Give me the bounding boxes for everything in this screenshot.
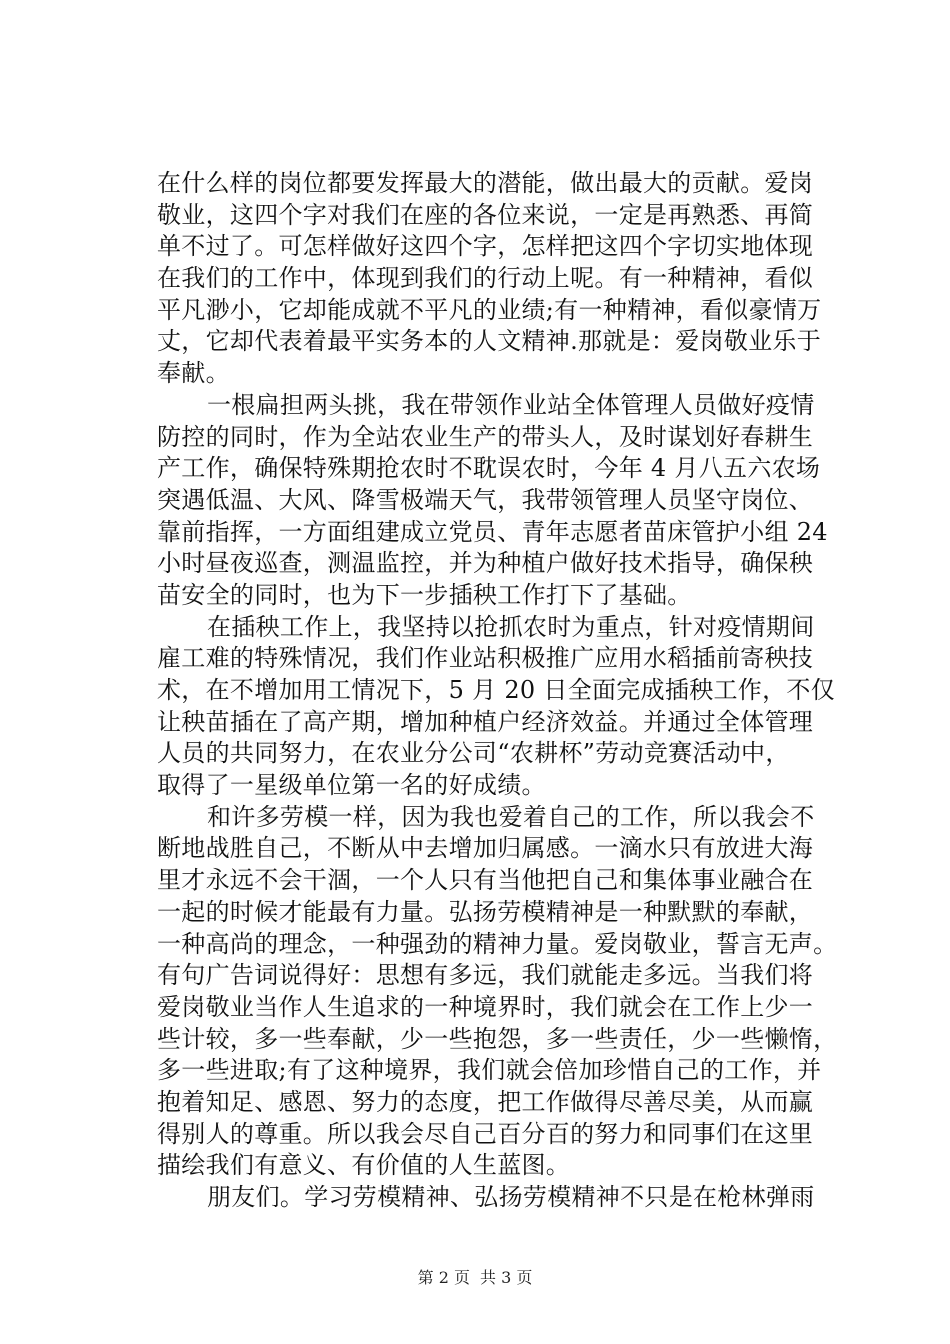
text-line: 雇工难的特殊情况，我们作业站积极推广应用水稻插前寄秧技 — [157, 644, 814, 673]
text-line: 平凡渺小，它却能成就不平凡的业绩;有一种精神，看似豪情万 — [157, 295, 822, 324]
text-line: 多一些进取;有了这种境界，我们就会倍加珍惜自己的工作，并 — [157, 1056, 822, 1085]
text-line: 有句广告词说得好：思想有多远，我们就能走多远。当我们将 — [157, 961, 814, 990]
text-line: 取得了一星级单位第一名的好成绩。 — [157, 771, 546, 800]
text-line: 抱着知足、感恩、努力的态度，把工作做得尽善尽美，从而赢 — [157, 1087, 814, 1116]
text-line: 丈，它却代表着最平实务本的人文精神.那就是：爱岗敬业乐于 — [157, 327, 822, 356]
text-line: 在什么样的岗位都要发挥最大的潜能，做出最大的贡献。爱岗 — [157, 169, 814, 197]
text-line: 靠前指挥，一方面组建成立党员、青年志愿者苗床管护小组 24 — [157, 517, 828, 546]
text-line: 苗安全的同时，也为下一步插秧工作打下了基础。 — [157, 580, 692, 609]
paragraph-5 — [157, 1182, 857, 1214]
text-line: 一根扁担两头挑，我在带领作业站全体管理人员做好疫情 — [207, 390, 815, 419]
text-line: 朋友们。学习劳模精神、弘扬劳模精神不只是在枪林弹雨 — [207, 1183, 815, 1211]
page-number: 第 2 页 — [417, 1268, 470, 1287]
text-line: 在我们的工作中，体现到我们的行动上呢。有一种精神，看似 — [157, 264, 814, 293]
text-line: 突遇低温、大风、降雪极端天气，我带领管理人员坚守岗位、 — [157, 485, 814, 514]
paragraph-1 — [157, 168, 857, 390]
paragraph-2 — [157, 390, 857, 612]
total-pages: 共 3 页 — [480, 1268, 533, 1287]
text-line: 得别人的尊重。所以我会尽自己百分百的努力和同事们在这里 — [157, 1119, 814, 1148]
paragraph-4 — [157, 802, 857, 1182]
text-line: 小时昼夜巡查，测温监控，并为种植户做好技术指导，确保秧 — [157, 549, 814, 578]
text-line: 在插秧工作上，我坚持以抢抓农时为重点，针对疫情期间 — [207, 612, 815, 641]
document-body — [157, 168, 857, 1214]
text-line: 防控的同时，作为全站农业生产的带头人，及时谋划好春耕生 — [157, 422, 814, 451]
text-line: 产工作，确保特殊期抢农时不耽误农时，今年 4 月八五六农场 — [157, 454, 821, 483]
paragraph-3 — [157, 612, 857, 802]
text-line: 描绘我们有意义、有价值的人生蓝图。 — [157, 1151, 571, 1180]
text-line: 一种高尚的理念，一种强劲的精神力量。爱岗敬业，誓言无声。 — [157, 929, 838, 958]
text-line: 断地战胜自己，不断从中去增加归属感。一滴水只有放进大海 — [157, 834, 814, 863]
text-line: 让秧苗插在了高产期，增加种植户经济效益。并通过全体管理 — [157, 707, 814, 736]
text-line: 敬业，这四个字对我们在座的各位来说，一定是再熟悉、再简 — [157, 200, 814, 229]
text-line: 奉献。 — [157, 359, 230, 388]
text-line: 单不过了。可怎样做好这四个字，怎样把这四个字切实地体现 — [157, 232, 814, 261]
text-line: 一起的时候才能最有力量。弘扬劳模精神是一种默默的奉献， — [157, 897, 814, 926]
text-line: 些计较，多一些奉献，少一些抱怨，多一些责任，少一些懒惰， — [157, 1024, 838, 1053]
text-line: 里才永远不会干涸，一个人只有当他把自己和集体事业融合在 — [157, 866, 814, 895]
text-line: 爱岗敬业当作人生追求的一种境界时，我们就会在工作上少一 — [157, 992, 814, 1021]
text-line: 人员的共同努力，在农业分公司“农耕杯”劳动竞赛活动中， — [157, 739, 790, 768]
page-footer — [0, 1268, 950, 1288]
text-line: 术，在不增加用工情况下，5 月 20 日全面完成插秧工作，不仅 — [157, 676, 835, 704]
text-line: 和许多劳模一样，因为我也爱着自己的工作，所以我会不 — [207, 802, 815, 831]
